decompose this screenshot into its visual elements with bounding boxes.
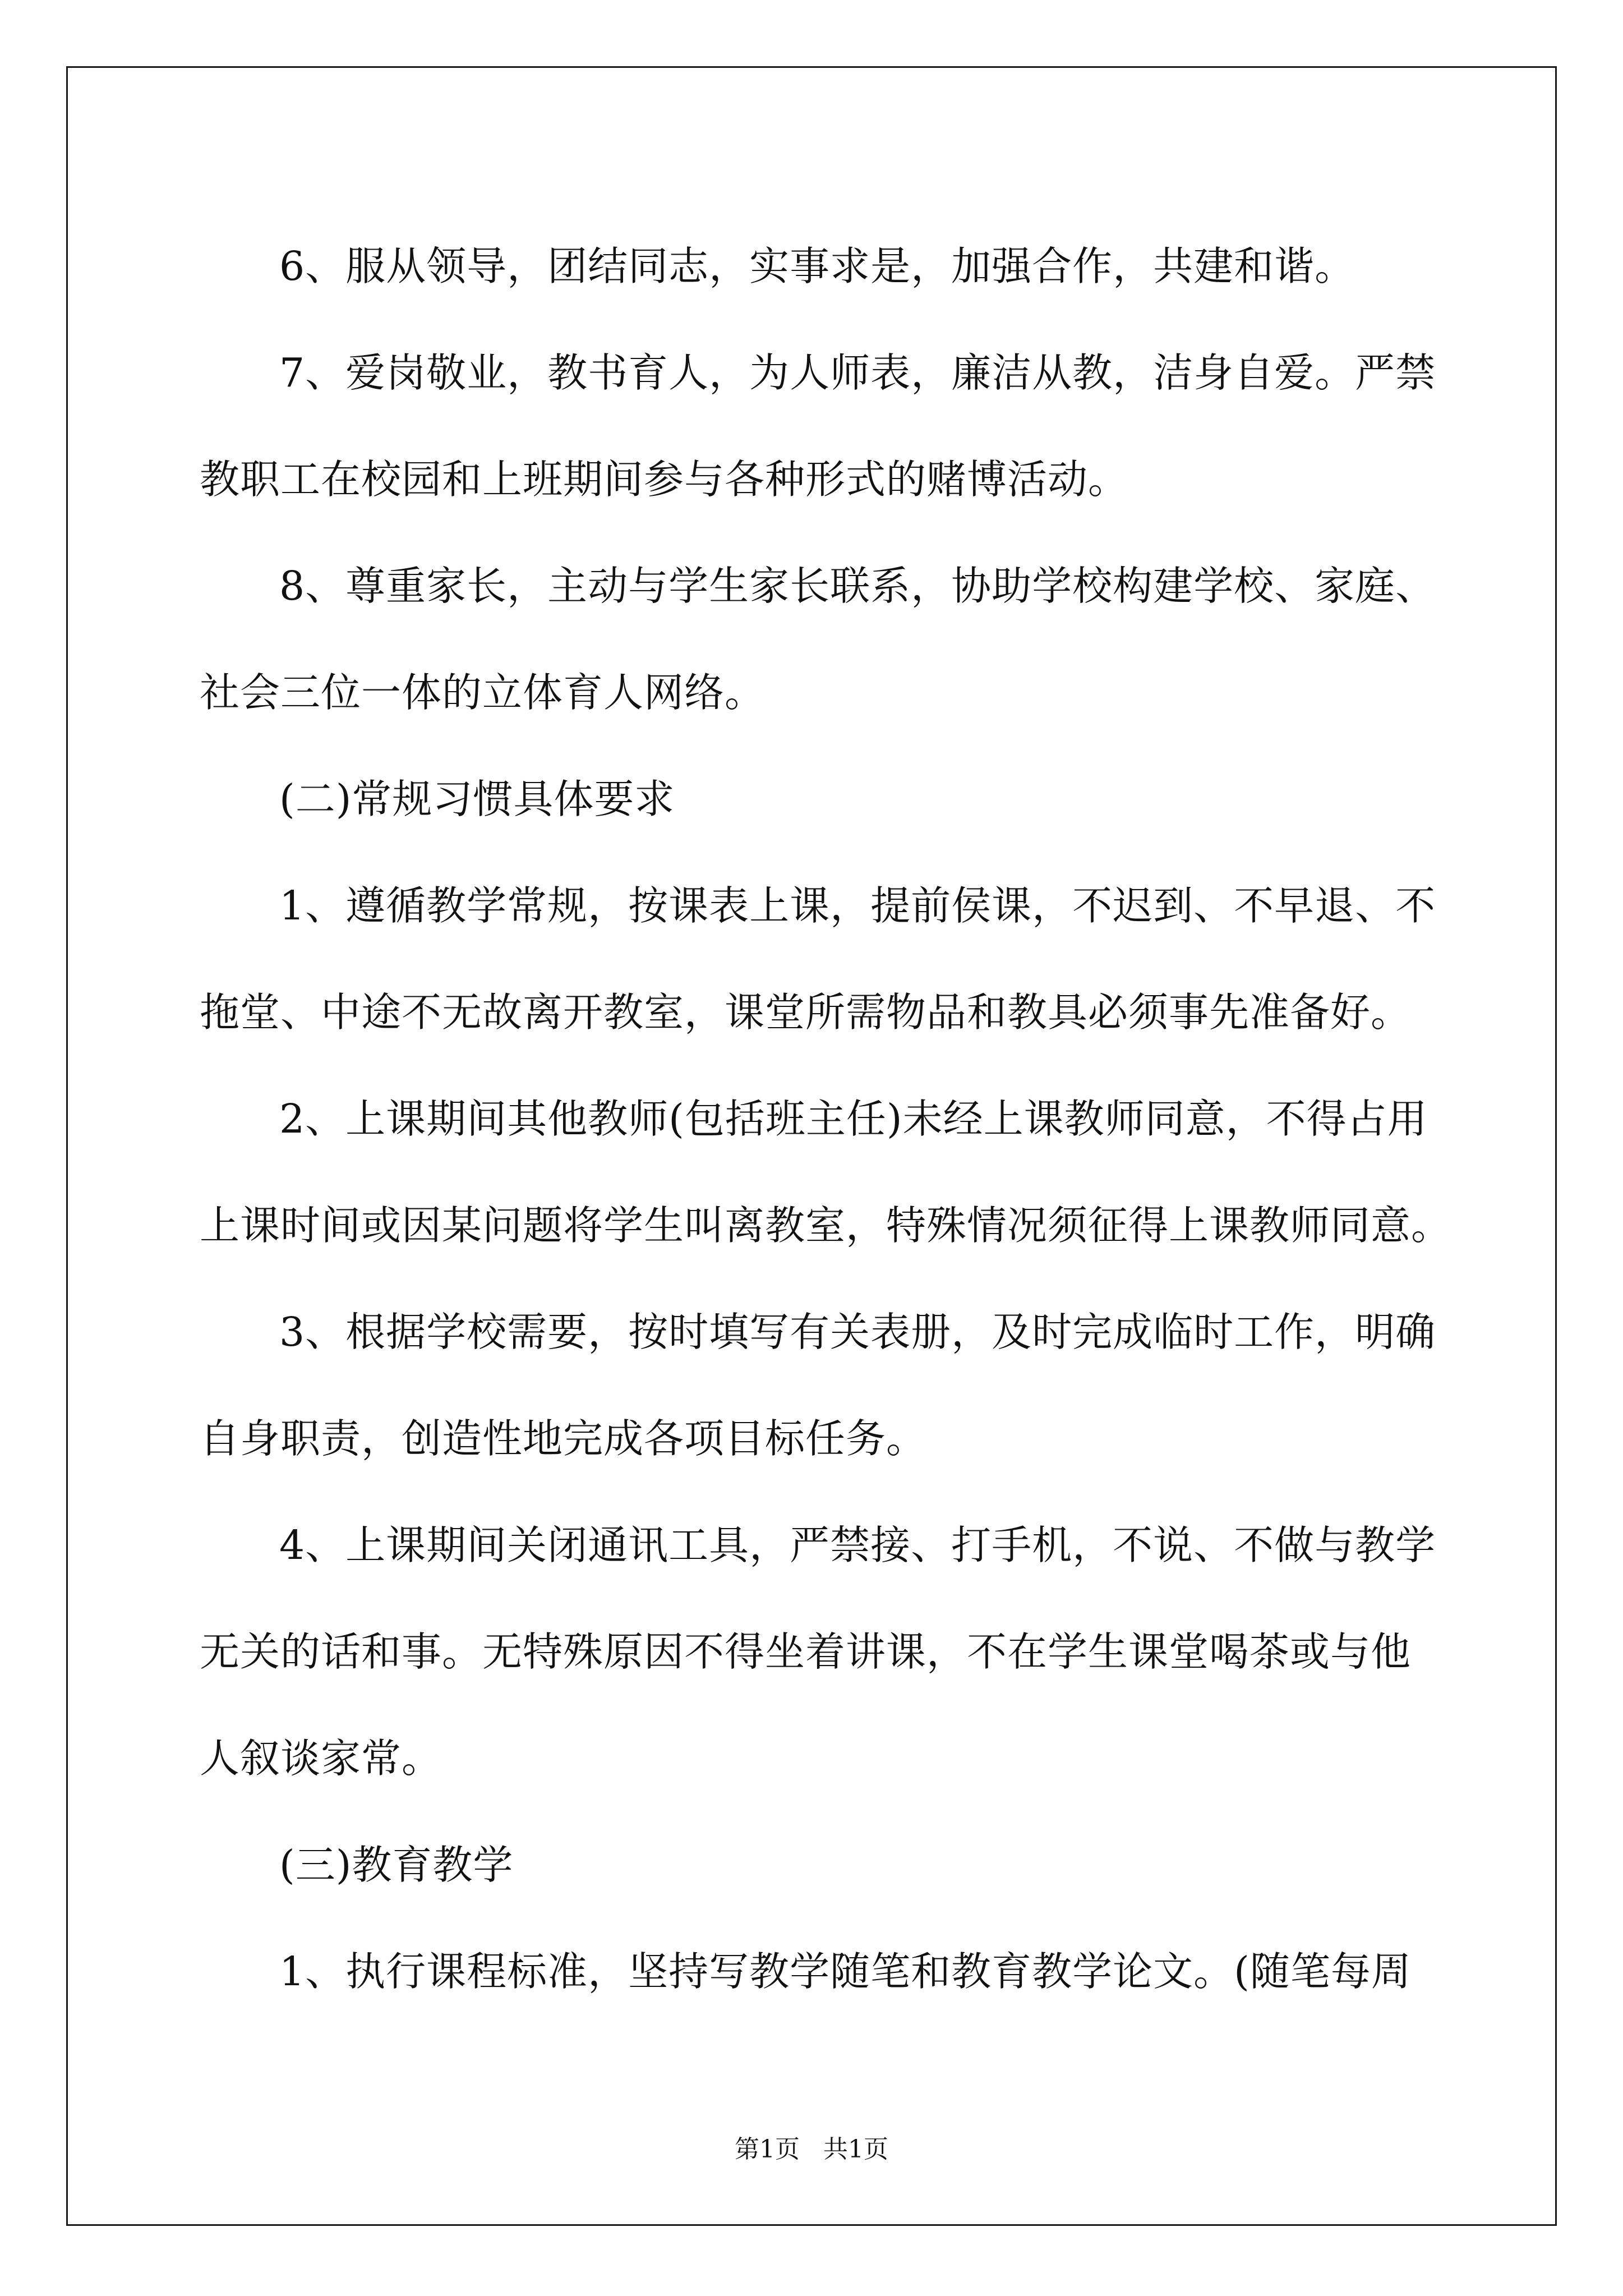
- text-line: 教职工在校园和上班期间参与各种形式的赌博活动。: [200, 456, 1129, 503]
- section-heading: (二)常规习惯具体要求: [279, 776, 675, 822]
- section-heading: (三)教育教学: [279, 1842, 514, 1888]
- text-line: 上课时间或因某问题将学生叫离教室，特殊情况须征得上课教师同意。: [200, 1202, 1452, 1249]
- text-line: 3、根据学校需要，按时填写有关表册，及时完成临时工作，明确: [279, 1309, 1436, 1355]
- text-line: 1、遵循教学常规，按课表上课，提前侯课，不迟到、不早退、不: [279, 882, 1436, 929]
- text-line: 6、服从领导，团结同志，实事求是，加强合作，共建和谐。: [279, 243, 1355, 289]
- text-line: 无关的话和事。无特殊原因不得坐着讲课，不在学生课堂喝茶或与他: [200, 1628, 1412, 1675]
- text-line: 自身职责，创造性地完成各项目标任务。: [200, 1415, 927, 1462]
- text-line: 人叙谈家常。: [200, 1735, 442, 1782]
- page-footer: 第1页 共1页: [735, 2135, 888, 2164]
- text-line: 社会三位一体的立体育人网络。: [200, 669, 766, 716]
- text-line: 8、尊重家长，主动与学生家长联系，协助学校构建学校、家庭、: [279, 563, 1436, 609]
- text-line: 1、执行课程标准，坚持写教学随笔和教育教学论文。(随笔每周: [279, 1948, 1412, 1995]
- text-line: 4、上课期间关闭通讯工具，严禁接、打手机，不说、不做与教学: [279, 1522, 1436, 1568]
- text-line: 7、爱岗敬业，教书育人，为人师表，廉洁从教，洁身自爱。严禁: [279, 349, 1436, 396]
- text-line: 拖堂、中途不无故离开教室，课堂所需物品和教具必须事先准备好。: [200, 989, 1412, 1036]
- document-body: [200, 213, 1452, 2025]
- text-line: 2、上课期间其他教师(包括班主任)未经上课教师同意，不得占用: [279, 1096, 1428, 1142]
